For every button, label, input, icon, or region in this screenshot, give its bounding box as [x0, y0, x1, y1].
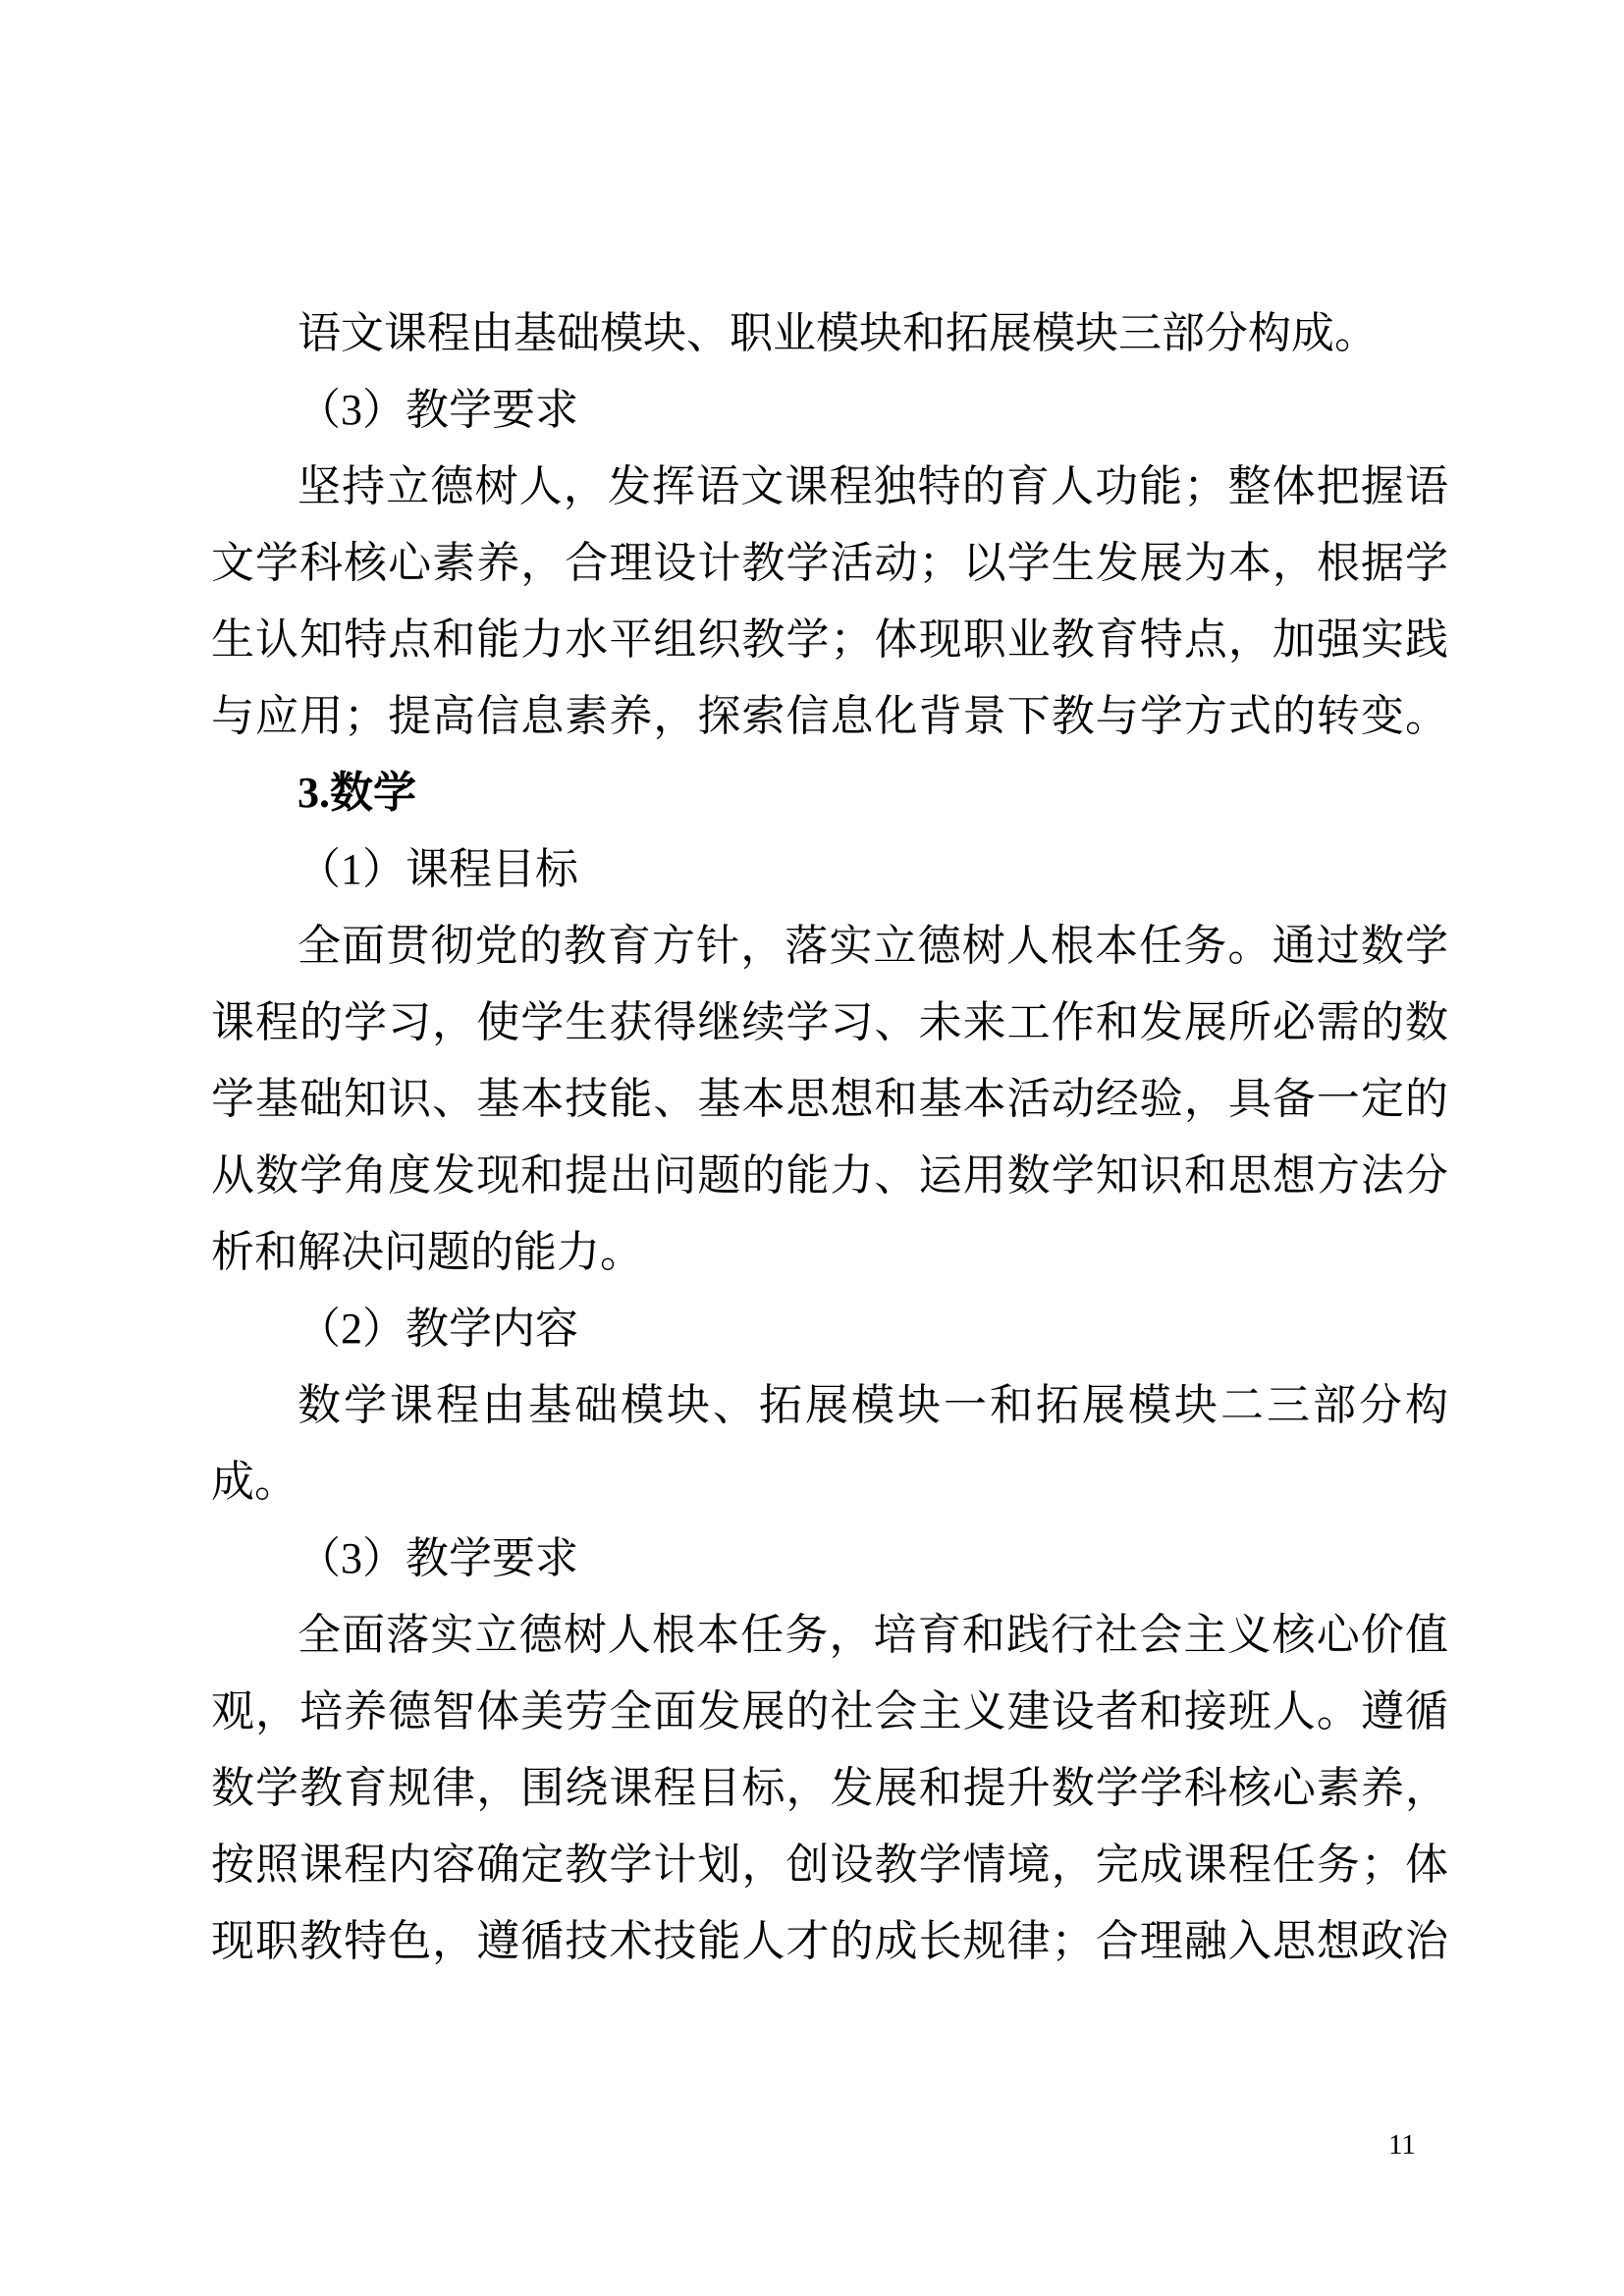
- text-line: 与应用；提高信息素养，探索信息化背景下教与学方式的转变。: [211, 692, 1448, 740]
- text-line: 析和解决问题的能力。: [211, 1228, 643, 1276]
- text-line: 成。: [211, 1458, 298, 1506]
- page-number: 11: [1388, 2129, 1416, 2161]
- text-line: 从数学角度发现和提出问题的能力、运用数学知识和思想方法分: [211, 1151, 1448, 1200]
- text-line: 生认知特点和能力水平组织教学；体现职业教育特点，加强实践: [211, 615, 1448, 664]
- text-line-section-heading: 3.数学: [298, 769, 416, 817]
- text-line: 观，培养德智体美劳全面发展的社会主义建设者和接班人。遵循: [211, 1687, 1448, 1735]
- text-line: 语文课程由基础模块、职业模块和拓展模块三部分构成。: [298, 309, 1378, 357]
- text-line: 文学科核心素养，合理设计教学活动；以学生发展为本，根据学: [211, 539, 1448, 587]
- text-line: 全面贯彻党的教育方针，落实立德树人根本任务。通过数学: [298, 922, 1448, 970]
- text-line-heading: （3）教学要求: [298, 1534, 578, 1582]
- text-line: 坚持立德树人，发挥语文课程独特的育人功能；整体把握语: [298, 462, 1448, 510]
- page-content: [211, 295, 1448, 1980]
- text-line: 现职教特色，遵循技术技能人才的成长规律；合理融入思想政治: [211, 1917, 1448, 1965]
- text-line-heading: （3）教学要求: [298, 386, 578, 434]
- text-line: 按照课程内容确定教学计划，创设教学情境，完成课程任务；体: [211, 1841, 1448, 1889]
- text-line-heading: （2）教学内容: [298, 1305, 578, 1353]
- text-line: 数学课程由基础模块、拓展模块一和拓展模块二三部分构: [298, 1381, 1448, 1429]
- text-line-heading: （1）课程目标: [298, 845, 578, 893]
- text-line: 全面落实立德树人根本任务，培育和践行社会主义核心价值: [298, 1611, 1448, 1659]
- text-line: 数学教育规律，围绕课程目标，发展和提升数学学科核心素养，: [211, 1764, 1448, 1812]
- text-line: 课程的学习，使学生获得继续学习、未来工作和发展所必需的数: [211, 998, 1448, 1046]
- text-line: 学基础知识、基本技能、基本思想和基本活动经验，具备一定的: [211, 1075, 1448, 1123]
